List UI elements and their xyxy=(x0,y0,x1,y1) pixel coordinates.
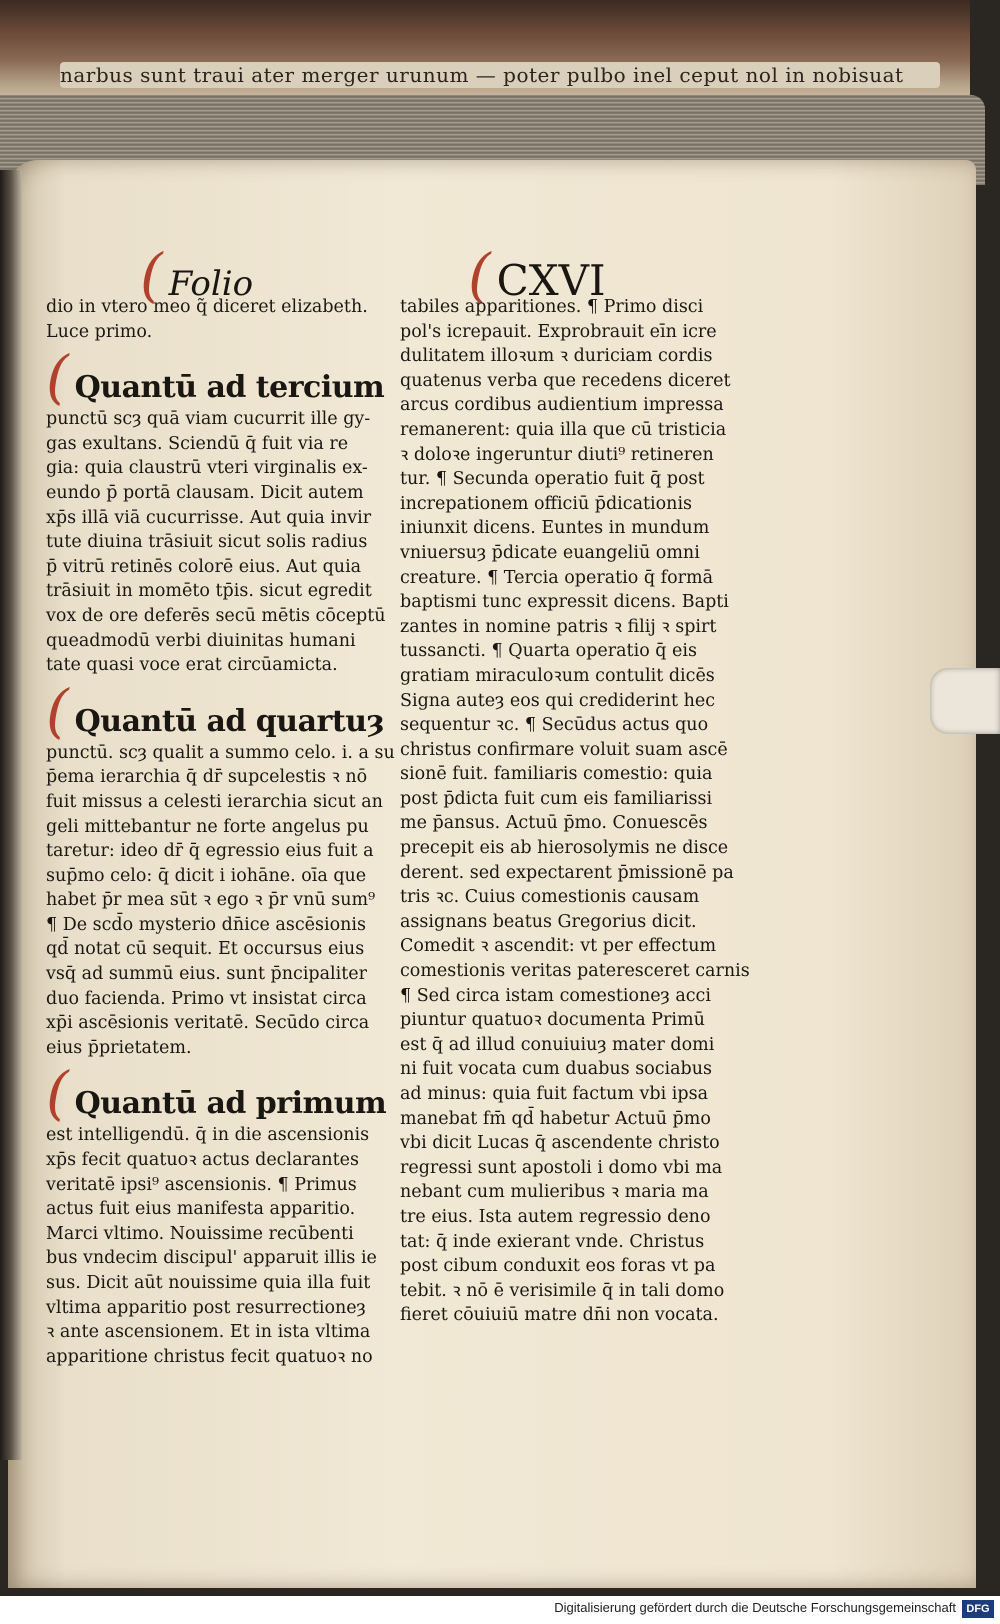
text-line: tris ꝛc. Cuius comestionis causam xyxy=(400,887,700,908)
text-line: tate quasi voce erat circūamicta. xyxy=(46,655,338,676)
text-line: punctū. scȝ qualit a summo celo. i. a su xyxy=(46,742,395,763)
text-line: tre eius. Ista autem regressio deno xyxy=(400,1206,711,1227)
text-line: sionē fuit. familiaris comestio: quia xyxy=(400,764,713,785)
text-line: punctū scȝ quā viam cucurrit ille gy- xyxy=(46,409,371,430)
section-heading: ( Quantū ad primum xyxy=(46,1059,387,1128)
text-line: queadmodū verbi diuinitas humani xyxy=(46,630,356,651)
text-line: vsq̄ ad summū eius. sunt p̄ncipaliter xyxy=(46,964,368,985)
digitization-credit: Digitalisierung gefördert durch die Deutsche Forschungsgemeinschaft xyxy=(554,1600,956,1615)
text-line: remanerent: quia illa que cū tristicia xyxy=(400,419,727,440)
rubric-mark-icon: ( xyxy=(46,676,69,745)
text-line: est intelligendū. q̄ in die ascensionis xyxy=(46,1125,370,1146)
text-line: tussancti. ¶ Quarta operatio q̄ eis xyxy=(400,641,697,662)
text-line: manebat fm̄ qd̄ habetur Actuū p̄mo xyxy=(400,1108,711,1129)
text-line: ꝛ doloꝛe ingeruntur diuti⁹ retineren xyxy=(400,444,714,465)
text-line: sus. Dicit aūt nouissime quia illa fuit xyxy=(46,1273,371,1293)
text-line: trāsiuit in momēto tp̄is. sicut egredit xyxy=(46,581,372,602)
text-line: vox de ore deferēs secū mētis cōceptū xyxy=(46,605,386,626)
text-line: Marci vltimo. Nouissime recūbenti xyxy=(46,1223,354,1244)
text-line: arcus cordibus audientium impressa xyxy=(400,395,724,416)
text-line: geli mittebantur ne forte angelus pu xyxy=(46,816,369,837)
rubric-mark-icon: ( xyxy=(46,1059,69,1128)
text-line: eius p̄prietatem. xyxy=(46,1037,192,1058)
text-line: tute diuina trāsiuit sicut solis radius xyxy=(46,532,368,553)
text-line: bus vndecim discipul' apparuit illis ie xyxy=(46,1248,377,1269)
rubric-mark-icon: ( xyxy=(468,241,491,309)
text-line: apparitione christus fecit quatuoꝛ no xyxy=(46,1346,373,1367)
text-line: comestionis veritas pateresceret carnis xyxy=(400,961,750,982)
dfg-logo-icon: DFG xyxy=(962,1600,994,1618)
text-line: creature. ¶ Tercia operatio q̄ formā xyxy=(400,567,714,588)
section-heading: ( Quantū ad tercium xyxy=(46,343,385,412)
text-line: dulitatem illoꝛum ꝛ duriciam cordis xyxy=(400,346,713,367)
text-line: p̄ema ierarchia q̄ dr̄ supcelestis ꝛ nō xyxy=(46,767,368,788)
book-spine xyxy=(0,170,22,1460)
text-line: post p̄dicta fuit cum eis familiarissi xyxy=(400,788,713,809)
text-line: Luce primo. xyxy=(46,321,153,342)
text-line: est q̄ ad illud conuiuiuȝ mater domi xyxy=(400,1034,715,1055)
text-line: derent. sed expectarent p̄missionē pa xyxy=(400,862,734,883)
text-line: p̄ vitrū retinēs colorē eius. Aut quia xyxy=(46,556,362,577)
text-line: habet p̄r mea sūt ꝛ ego ꝛ p̄r vnū sum⁹ xyxy=(46,890,376,911)
text-line: dio in vtero meo q̃ diceret elizabeth. xyxy=(46,297,368,317)
text-line: vniuersuȝ p̄dicate euangeliū omni xyxy=(400,542,700,563)
text-line: gratiam miraculoꝛum contulit dicēs xyxy=(400,665,715,686)
text-line: post cibum conduxit eos foras vt pa xyxy=(400,1256,716,1277)
rubric-mark-icon: ( xyxy=(140,241,163,309)
text-line: fuit missus a celesti ierarchia sicut an xyxy=(46,791,383,812)
text-line: tebit. ꝛ nō ē verisimile q̄ in tali domo xyxy=(400,1280,725,1301)
text-line: qd̄ notat cū sequit. Et occursus eius xyxy=(46,939,365,960)
text-line: sequentur ꝛc. ¶ Secūdus actus quo xyxy=(400,715,709,736)
text-line: regressi sunt apostoli i domo vbi ma xyxy=(400,1157,723,1178)
text-line: sup̄mo celo: q̄ dicit i iohāne. oīa que xyxy=(46,865,367,886)
text-line: actus fuit eius manifesta apparitio. xyxy=(46,1199,356,1220)
right-column xyxy=(400,295,750,1328)
text-line: gas exultans. Sciendū q̄ fuit via re xyxy=(46,433,349,454)
text-line: ad minus: quia fuit factum vbi ipsa xyxy=(400,1084,709,1104)
top-edge-text: narbus sunt traui ater merger urunum — poter pulbo inel ceput nol in nobisuat xyxy=(60,62,940,88)
text-line: Signa auteȝ eos qui crediderint hec xyxy=(400,690,716,711)
text-line: ꝛ ante ascensionem. Et in ista vltima xyxy=(46,1322,371,1343)
text-line: eundo p̄ portā clausam. Dicit autem xyxy=(46,482,364,503)
text-line: assignans beatus Gregorius dicit. xyxy=(400,911,697,932)
text-line: ¶ Sed circa istam comestioneȝ acci xyxy=(400,985,711,1006)
text-line: iniunxit dicens. Euntes in mundum xyxy=(400,518,710,539)
text-line: precepit eis ab hierosolymis ne disce xyxy=(400,838,729,859)
text-line: nebant cum mulieribus ꝛ maria ma xyxy=(400,1182,709,1203)
text-line: quatenus verba que recedens diceret xyxy=(400,370,731,391)
text-line: me p̄ansus. Actuū p̄mo. Conuescēs xyxy=(400,813,708,834)
text-line: baptismi tunc expressit dicens. Bapti xyxy=(400,592,729,613)
text-line: ni fuit vocata cum duabus sociabus xyxy=(400,1059,713,1080)
text-line: duo facienda. Primo vt insistat circa xyxy=(46,988,367,1009)
text-line: vltima apparitio post resurrectioneȝ xyxy=(46,1297,366,1318)
text-line: christus confirmare voluit suam ascē xyxy=(400,739,728,760)
text-line: xp̄i ascēsionis veritatē. Secūdo circa xyxy=(46,1013,370,1034)
folio-number: CXVI xyxy=(496,256,606,305)
text-line: gia: quia claustrū vteri virginalis ex- xyxy=(46,458,368,479)
text-line: tabiles apparitiones. ¶ Primo disci xyxy=(400,297,704,317)
book-top-edge xyxy=(0,0,970,110)
text-line: vbi dicit Lucas q̄ ascendente christo xyxy=(400,1133,720,1154)
text-line: ¶ De scd̄o mysterio dn̄ice ascēsionis xyxy=(46,914,366,935)
section-heading: ( Quantū ad quartuȝ xyxy=(46,676,385,745)
page-tab xyxy=(930,668,1000,734)
running-head-left-text: Folio xyxy=(168,264,254,304)
text-line: piuntur quatuoꝛ documenta Primū xyxy=(400,1010,705,1031)
text-line: xp̄s fecit quatuoꝛ actus declarantes xyxy=(46,1150,359,1171)
text-line: increpationem officiū p̄dicationis xyxy=(400,493,693,514)
text-line: fieret cōuiuiū matre dn̄i non vocata. xyxy=(400,1305,719,1326)
text-line: veritatē ipsi⁹ ascensionis. ¶ Primus xyxy=(46,1174,357,1195)
text-line: zantes in nomine patris ꝛ filij ꝛ spirt xyxy=(400,616,717,637)
left-column xyxy=(46,295,395,1369)
text-line: xp̄s illā viā cucurrisse. Aut quia invir xyxy=(46,507,372,528)
text-line: tur. ¶ Secunda operatio fuit q̄ post xyxy=(400,469,705,490)
text-line: Comedit ꝛ ascendit: vt per effectum xyxy=(400,936,717,957)
text-line: pol's icrepauit. Exprobrauit eīn icre xyxy=(400,321,717,342)
text-line: taretur: ideo dr̄ q̄ egressio eius fuit a xyxy=(46,841,374,862)
text-line: tat: q̄ inde exierant vnde. Christus xyxy=(400,1231,705,1252)
rubric-mark-icon: ( xyxy=(46,343,69,412)
